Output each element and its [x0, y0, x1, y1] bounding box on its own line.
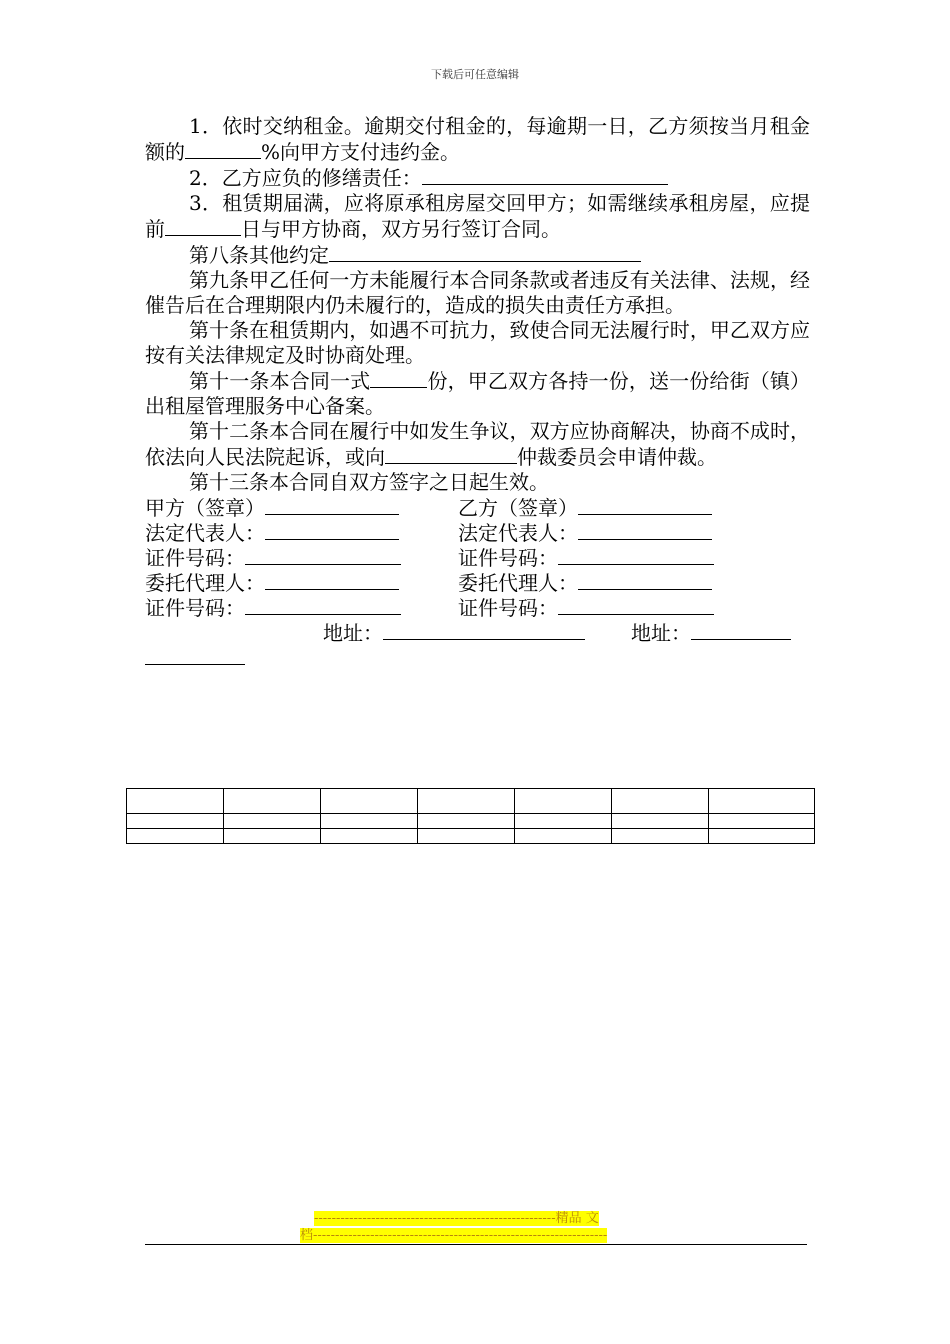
sig-label-right: 委托代理人： — [458, 571, 578, 595]
sig-blank — [265, 520, 399, 540]
table-cell — [127, 789, 224, 814]
sig-blank — [558, 545, 714, 565]
blank-copies — [370, 368, 427, 388]
address-label-left: 地址： — [323, 621, 383, 645]
sig-label-right: 法定代表人： — [458, 521, 578, 545]
sig-label-left: 委托代理人： — [145, 571, 265, 595]
table-cell — [612, 829, 709, 844]
signature-row — [145, 570, 810, 595]
blank-arbitration — [385, 444, 517, 464]
table-cell — [418, 829, 515, 844]
signature-block — [145, 495, 810, 670]
signature-row — [145, 545, 810, 570]
sig-blank — [245, 545, 401, 565]
footer-rule — [145, 1244, 807, 1245]
clause-text: 日与甲方协商，双方另行签订合同。 — [241, 217, 561, 241]
article-11 — [145, 368, 810, 419]
article-8 — [145, 242, 810, 268]
sig-label-left: 证件号码： — [145, 546, 245, 570]
table-cell — [321, 789, 418, 814]
sig-blank — [578, 495, 712, 515]
clause-text: 第八条其他约定 — [189, 243, 329, 267]
table-cell — [127, 829, 224, 844]
signature-row — [145, 495, 810, 520]
sig-blank — [578, 570, 712, 590]
sig-blank — [558, 595, 714, 615]
address-blank-continued — [145, 645, 245, 665]
table-cell — [321, 829, 418, 844]
table-cell — [515, 789, 612, 814]
article-10: 第十条在租赁期内，如遇不可抗力，致使合同无法履行时，甲乙双方应按有关法律规定及时协商处理。 — [145, 318, 810, 367]
clause-text: 2．乙方应负的修缮责任： — [189, 166, 422, 190]
page-footer — [300, 1210, 650, 1244]
sig-label-right: 证件号码： — [458, 596, 558, 620]
table-row — [127, 789, 815, 814]
sig-blank — [265, 570, 399, 590]
table-cell — [127, 814, 224, 829]
table-cell — [224, 829, 321, 844]
clause-text: 3．租赁期届满，应将原承租房屋交回甲方；如需继续承租房屋，应提前 — [145, 191, 810, 241]
article-12 — [145, 419, 810, 470]
contract-body — [145, 114, 810, 670]
sig-blank — [578, 520, 712, 540]
table-cell — [224, 789, 321, 814]
clause-repair — [145, 165, 810, 191]
sig-label-left: 证件号码： — [145, 596, 245, 620]
table-cell — [709, 789, 815, 814]
table-cell — [418, 814, 515, 829]
sig-label-left: 甲方（签章） — [145, 496, 265, 520]
blank-repair — [422, 165, 668, 185]
clause-expiry — [145, 191, 810, 242]
table-cell — [612, 789, 709, 814]
clause-text: 第十二条本合同在履行中如发生争议，双方应协商解决，协商不成时，依法向人民法院起诉，或向 — [145, 419, 810, 469]
sig-label-left: 法定代表人： — [145, 521, 265, 545]
table-cell — [709, 814, 815, 829]
article-9: 第九条甲乙任何一方未能履行本合同条款或者违反有关法律、法规，经催告后在合理期限内仍未履行的，造成的损失由责任方承担。 — [145, 268, 810, 317]
clause-rent-payment — [145, 114, 810, 165]
article-13: 第十三条本合同自双方签字之日起生效。 — [189, 470, 549, 494]
empty-table — [126, 788, 815, 844]
address-continuation — [145, 645, 810, 670]
table-cell — [515, 829, 612, 844]
signature-row — [145, 520, 810, 545]
table-row — [127, 829, 815, 844]
blank-other — [329, 242, 641, 262]
page-header: 下载后可任意编辑 — [431, 68, 519, 81]
clause-text: 份，甲乙双方各持一份，送一份给街（镇）出租屋管理服务中心备案。 — [145, 369, 811, 418]
table-cell — [709, 829, 815, 844]
table-cell — [321, 814, 418, 829]
table-cell — [515, 814, 612, 829]
footer-line-1: -------------------------------------------------------精品 文 — [314, 1211, 599, 1226]
clause-text: 第十一条本合同一式 — [189, 369, 371, 393]
sig-label-right: 证件号码： — [458, 546, 558, 570]
clause-text: 1．依时交纳租金。逾期交付租金的，每逾期一日，乙方须按当月租金额的 — [145, 114, 810, 164]
blank-percent — [185, 139, 261, 159]
address-row — [145, 620, 810, 645]
table-cell — [224, 814, 321, 829]
sig-label-right: 乙方（签章） — [458, 496, 578, 520]
footer-line-2: 档------------------------------------------------------------------- — [300, 1228, 608, 1243]
clause-text: %向甲方支付违约金。 — [261, 140, 461, 164]
clause-text: 仲裁委员会申请仲裁。 — [517, 445, 717, 469]
address-label-right: 地址： — [631, 621, 691, 645]
table-cell — [418, 789, 515, 814]
table-row — [127, 814, 815, 829]
sig-blank — [245, 595, 401, 615]
blank-days — [165, 216, 241, 236]
signature-row — [145, 595, 810, 620]
table-cell — [612, 814, 709, 829]
address-blank-right — [691, 620, 791, 640]
address-blank-left — [383, 620, 585, 640]
sig-blank — [265, 495, 399, 515]
